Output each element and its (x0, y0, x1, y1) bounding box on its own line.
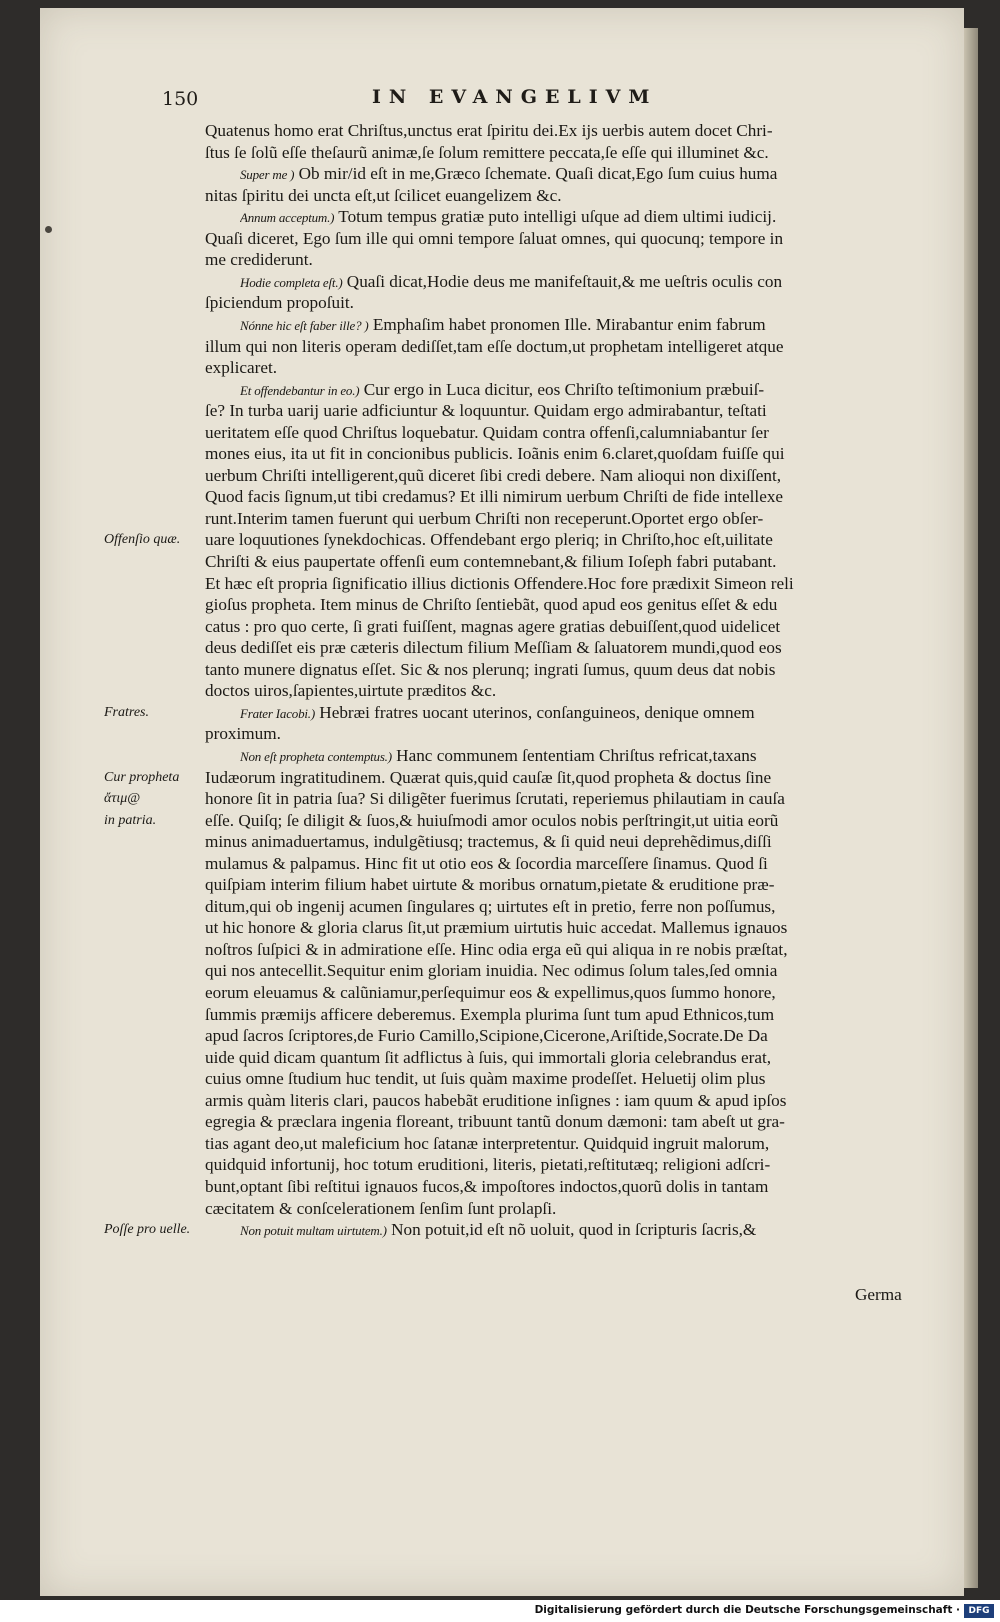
marginal-gloss: ἄτιμ@ (104, 791, 141, 807)
line-text: gioſus propheta. Item minus de Chriſto ſentiebãt, quod apud eos genitus eſſet & edu (205, 595, 778, 615)
line-text: Et hæc eſt propria ſignificatio illius dictionis Offendere.Hoc fore prædixit Simeon reli (205, 573, 794, 593)
line-text: ſpiciendum propoſuit. (205, 293, 354, 313)
line-text: apud ſacros ſcriptores,de Furio Camillo,Scipione,Cicerone,Ariſtide,Socrate.De Da (205, 1026, 768, 1046)
line-text: Quod facis ſignum,ut tibi credamus? Et illi nimirum uerbum Chriſti de fide intellexe (205, 487, 784, 507)
lemma: Hodie completa eſt.) (240, 274, 343, 290)
text-line (205, 1111, 925, 1132)
line-text: quidquid infortunij, hoc totum eruditioni, literis, pietati,reſtitutæq; religioni adſcri- (205, 1155, 771, 1175)
text-line (205, 292, 925, 313)
text-line (205, 185, 925, 206)
line-text: eorum eleuamus & calũniamur,perſequimur eos & expellimus,quos ſummo honore, (205, 983, 776, 1002)
line-text: ut hic honore & gloria clarus ſit,ut præmium uirtutis huic accedat. Mallemus ignauos (205, 918, 788, 938)
marginal-gloss: Fratres. (104, 704, 149, 720)
line-text: Emphaſim habet pronomen Ille. Mirabantur enim fabrum (368, 314, 766, 334)
line-text: illum qui non literis operam dediſſet,tam eſſe doctum,ut prophetam intelligeret atque (205, 336, 784, 356)
lemma: Frater Iacobi.) (240, 705, 315, 721)
text-line (205, 896, 925, 917)
line-text: me crediderunt. (205, 250, 313, 270)
line-text: Iudæorum ingratitudinem. Quærat quis,quid cauſæ ſit,quod propheta & doctus ſine (205, 767, 772, 787)
line-text: doctos uiros,ſapientes,uirtute præditos &c. (205, 681, 497, 701)
line-text: uide quid dicam quantum ſit adflictus à ſuis, qui immortali gloria celebrandus erat, (205, 1047, 772, 1067)
line-text: ſtus ſe ſolũ eſſe theſaurũ animæ,ſe ſolum remittere peccata,ſe eſſe qui illuminet &c. (205, 142, 769, 162)
line-text: nitas ſpiritu dei uncta eſt,ut ſcilicet euangelizem &c. (205, 185, 562, 205)
lemma: Non eſt propheta contemptus.) (240, 748, 392, 764)
footer-credit: Digitalisierung gefördert durch die Deutsche Forschungsgemeinschaft · (534, 1604, 960, 1616)
text-line (205, 1025, 925, 1046)
page-number: 150 (162, 88, 199, 110)
text-line (205, 249, 925, 270)
text-line (205, 960, 925, 981)
line-text: Totum tempus gratiæ puto intelligi uſque ad diem ultimi iudicij. (334, 207, 777, 227)
marginal-gloss: Cur propheta (104, 769, 180, 785)
text-line (205, 680, 925, 701)
text-line (205, 400, 925, 421)
text-line (205, 1133, 925, 1154)
line-text: qui nos antecellit.Sequitur enim gloriam inuidia. Nec odimus ſolum tales,ſed omnia (205, 961, 778, 981)
text-line (240, 702, 925, 723)
text-line (205, 422, 925, 443)
text-line (205, 1004, 925, 1025)
line-text: ſe? In turba uarij uarie adficiuntur & loquuntur. Quidam ergo admirabantur, teſtati (205, 401, 767, 421)
line-text: proximum. (205, 724, 281, 744)
text-line (240, 1219, 925, 1240)
text-line (205, 120, 925, 141)
lemma: Et offendebantur in eo.) (240, 382, 360, 398)
text-line (205, 788, 925, 809)
text-line (205, 723, 925, 744)
line-text: ueritatem eſſe quod Chriſtus loquebatur. Quidam contra offenſi,calumniabantur ſer (205, 422, 769, 442)
text-line (205, 336, 925, 357)
line-text: Quaſi dicat,Hodie deus me manifeſtauit,& me ueſtris oculis con (342, 271, 783, 291)
line-text: noſtros ſuſpici & in admiratione eſſe. Hinc odia erga eũ qui aliqua in re nobis præſtat, (205, 939, 788, 959)
text-line (205, 228, 925, 249)
text-line (205, 939, 925, 960)
text-line (240, 379, 925, 400)
text-line (240, 271, 925, 292)
line-text: uerbum Chriſti intelligerent,quũ diceret ſibi credi debere. Nam alioqui non dixiſſent, (205, 465, 782, 485)
line-text: cuius omne ſtudium huc tendit, ut ſuis quàm maxime prodeſſet. Heluetij olim plus (205, 1069, 766, 1089)
text-line (205, 1047, 925, 1068)
line-text: minus animaduertamus, indulgẽtiusq; tractemus, & ſi quid neui deprehẽdimus,diſſi (205, 832, 772, 852)
footer (0, 1600, 1000, 1622)
marginal-gloss: Offenſio quæ. (104, 532, 181, 548)
text-line (205, 982, 925, 1003)
text-line (205, 486, 925, 507)
line-text: deus dediſſet eis præ cæteris dilectum filium Meſſiam & ſaluatorem mundi,quod eos (205, 638, 782, 658)
line-text: Ob mir/id eſt in me,Græco ſchemate. Quaſi dicat,Ego ſum cuius huma (294, 164, 778, 184)
text-line (205, 508, 925, 529)
line-text: Hebræi fratres uocant uterinos, conſanguineos, denique omnem (314, 702, 755, 722)
text-line (205, 831, 925, 852)
text-line (205, 616, 925, 637)
text-line (205, 443, 925, 464)
text-line (205, 637, 925, 658)
line-text: Hanc communem ſententiam Chriſtus refricat,taxans (391, 745, 757, 765)
text-line (205, 357, 925, 378)
line-text: quiſpiam interim filium habet uirtute & moribus ornatum,pietate & eruditione præ- (205, 875, 775, 895)
line-text: explicaret. (205, 358, 278, 378)
line-text: Cur ergo in Luca dicitur, eos Chriſto teſtimonium præbuiſ- (359, 379, 765, 399)
line-text: Quatenus homo erat Chriſtus,unctus erat ſpiritu dei.Ex ijs uerbis autem docet Chri- (205, 121, 773, 140)
text-line (205, 1090, 925, 1111)
line-text: Quaſi diceret, Ego ſum ille qui omni tempore ſaluat omnes, qui quocunq; tempore in (205, 228, 784, 248)
line-text: eſſe. Quiſq; ſe diligit & ſuos,& huiuſmodi amor oculos nobis perſtringit,ut uitia eorũ (205, 810, 779, 830)
text-line (240, 163, 925, 184)
lemma: Annum acceptum.) (240, 210, 335, 226)
text-line (205, 1198, 925, 1219)
line-text: bunt,optant ſibi reſtitui ignauos fucos,& impoſtores indoctos,quorũ dolis in tantam (205, 1176, 769, 1196)
text-line (205, 917, 925, 938)
text-line (240, 745, 925, 766)
text-line (205, 1154, 925, 1175)
text-line (205, 874, 925, 895)
text-line (205, 659, 925, 680)
text-line (205, 142, 925, 163)
lemma: Non potuit multam uirtutem.) (240, 1223, 387, 1239)
text-line (205, 594, 925, 615)
line-text: tanto munere dignatus eſſet. Sic & nos plerunq; ingrati ſumus, quum deus dat nobis (205, 659, 776, 679)
line-text: egregia & præclara ingenia floreant, tribuunt tantũ donum dæmoni: tam abeſt ut gra- (205, 1112, 785, 1132)
marginal-gloss: Poſſe pro uelle. (104, 1222, 191, 1238)
header-title: IN EVANGELIVM (372, 86, 658, 108)
line-text: Chriſti & eius paupertate offenſi eum contemnebant,& filium Ioſeph fabri putabant. (205, 552, 777, 571)
text-line (205, 573, 925, 594)
line-text: cæcitatem & conſcelerationem ſenſim ſunt prolapſi. (205, 1198, 557, 1218)
text-line (205, 529, 925, 550)
line-text: catus : pro quo certe, ſi grati fuiſſent, magnas agere gratias debuiſſent,quod uidelicet (205, 616, 781, 636)
text-line (205, 767, 925, 788)
line-text: ſummis præmijs afficere deberemus. Exempla plurima ſunt tum apud Ethnicos,tum (205, 1004, 775, 1024)
line-text: uare loquutiones ſynekdochicas. Offendebant ergo pleriq; in Chriſto,hoc eſt,uilitate (205, 530, 773, 550)
text-line (240, 206, 925, 227)
text-line (205, 551, 925, 572)
line-text: tias agant deo,ut maleficium hoc ſatanæ interpretentur. Quidquid ingruit malorum, (205, 1133, 770, 1153)
lemma: Super me ) (240, 167, 295, 183)
text-line (205, 1176, 925, 1197)
text-line (205, 465, 925, 486)
line-text: Non potuit,id eſt nõ uoluit, quod in ſcripturis ſacris,& (386, 1220, 757, 1240)
line-text: runt.Interim tamen fuerunt qui uerbum Chriſti non receperunt.Oportet ergo obſer- (205, 508, 764, 528)
marginal-gloss: in patria. (104, 812, 157, 828)
line-text: ditum,qui ob ingenij acumen ſingulares q; uirtutes eſt in pretio, ferre non poſſumus, (205, 896, 776, 916)
text-line (205, 1068, 925, 1089)
line-text: mones eius, ita ut fit in concionibus publicis. Ioãnis enim 6.claret,quoſdam fuiſſe qui (205, 444, 785, 464)
text-line (205, 810, 925, 831)
dfg-logo: DFG (964, 1604, 994, 1618)
line-text: honore ſit in patria ſua? Si diligẽter fuerimus ſcrutati, reperiemus philautiam in cauſa (205, 789, 785, 809)
lemma: Nónne hic eſt faber ille? ) (240, 317, 369, 333)
text-line (240, 314, 925, 335)
text-line (205, 853, 925, 874)
line-text: mulamus & palpamus. Hinc fit ut otio eos & ſocordia marceſſere ſinamus. Quod ſi (205, 853, 768, 873)
catchword: Germa (855, 1285, 902, 1304)
line-text: armis quàm literis clari, paucos habebãt eruditione inſignes : iam quum & apud ipſos (205, 1090, 787, 1110)
